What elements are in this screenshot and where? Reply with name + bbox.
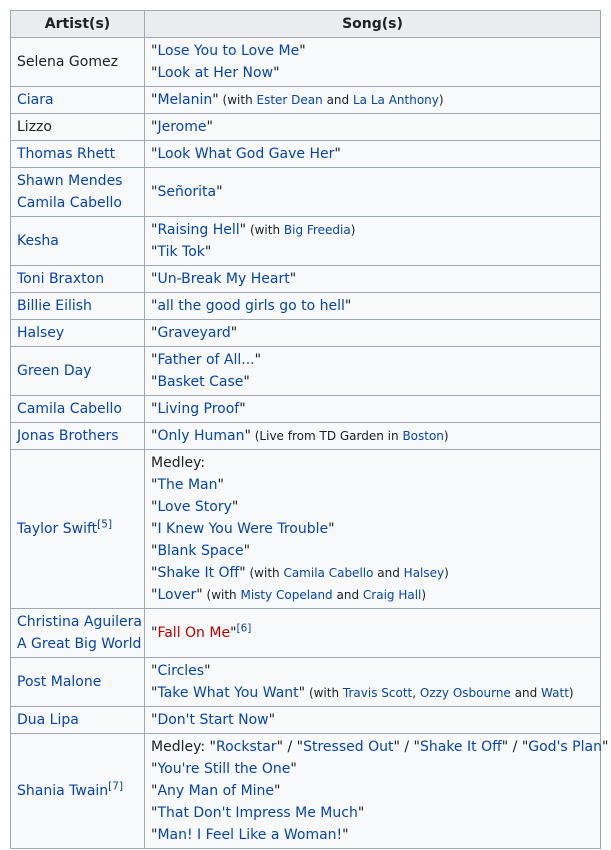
quote-mark: " bbox=[243, 543, 251, 559]
quote-mark: " bbox=[151, 92, 158, 108]
quote-mark: " bbox=[290, 761, 297, 777]
artist-entry bbox=[17, 116, 138, 138]
note-prefix: (with bbox=[222, 93, 257, 107]
song-link[interactable]: Look at Her Now bbox=[157, 65, 274, 81]
songs-cell bbox=[145, 707, 601, 734]
artist-cell bbox=[11, 217, 145, 266]
note-prefix: (Live from TD Garden in bbox=[254, 429, 403, 443]
quote-mark: " bbox=[151, 477, 158, 493]
song-link[interactable]: Circles bbox=[157, 663, 205, 679]
song-entry bbox=[151, 219, 594, 241]
reference-link[interactable]: [6] bbox=[236, 622, 252, 635]
song-link[interactable]: Basket Case bbox=[157, 374, 244, 390]
song-link[interactable]: Señorita bbox=[157, 184, 217, 200]
song-link[interactable]: Living Proof bbox=[157, 401, 240, 417]
table-row bbox=[11, 734, 601, 849]
artist-link[interactable]: Christina Aguilera bbox=[17, 614, 142, 630]
medley-label: Medley: bbox=[151, 739, 210, 755]
song-link[interactable]: Melanin bbox=[157, 92, 213, 108]
quote-mark: " bbox=[151, 401, 158, 417]
song-entry bbox=[151, 780, 594, 802]
note-conjunction: and bbox=[332, 588, 363, 602]
song-note bbox=[219, 93, 444, 107]
songs-cell bbox=[145, 141, 601, 168]
artist-entry bbox=[17, 398, 138, 420]
song-entry bbox=[151, 562, 594, 584]
medley-label: Medley: bbox=[151, 455, 206, 471]
artist-cell bbox=[11, 168, 145, 217]
artist-cell bbox=[11, 396, 145, 423]
quote-mark: " bbox=[151, 325, 158, 341]
quote-mark: " bbox=[230, 325, 238, 341]
song-link[interactable]: The Man bbox=[157, 477, 218, 493]
artist-link[interactable]: Taylor Swift bbox=[17, 521, 98, 537]
quote-mark: " bbox=[244, 428, 251, 444]
quote-mark: " bbox=[601, 739, 609, 755]
artist-entry bbox=[17, 671, 138, 693]
quote-mark: " bbox=[151, 783, 158, 799]
song-entry bbox=[151, 660, 594, 682]
quote-mark: " bbox=[151, 663, 158, 679]
guest-link[interactable]: Craig Hall bbox=[362, 588, 422, 602]
note-conjunction: and bbox=[373, 566, 404, 580]
table-row bbox=[11, 266, 601, 293]
quote-mark: " bbox=[151, 43, 158, 59]
song-entry bbox=[151, 540, 594, 562]
songs-cell bbox=[145, 609, 601, 658]
songs-column-header: Song(s) bbox=[145, 11, 601, 38]
guest-link[interactable]: Misty Copeland bbox=[240, 588, 333, 602]
artist-name: Lizzo bbox=[17, 119, 52, 135]
table-row bbox=[11, 114, 601, 141]
song-entry bbox=[151, 824, 594, 846]
song-entry bbox=[151, 709, 594, 731]
artist-cell bbox=[11, 450, 145, 609]
quote-mark: " bbox=[413, 739, 420, 755]
note-suffix: ) bbox=[350, 223, 356, 237]
artist-entry bbox=[17, 322, 138, 344]
note-prefix: (with bbox=[308, 686, 343, 700]
quote-mark: " bbox=[151, 805, 158, 821]
table-row bbox=[11, 707, 601, 734]
artist-link[interactable]: Camila Cabello bbox=[17, 401, 122, 417]
table-row bbox=[11, 423, 601, 450]
guest-link[interactable]: Travis Scott bbox=[342, 686, 413, 700]
quote-mark: " bbox=[204, 663, 211, 679]
note-suffix: ) bbox=[438, 93, 444, 107]
artist-link[interactable]: Jonas Brothers bbox=[17, 428, 119, 444]
song-link[interactable]: Don't Start Now bbox=[157, 712, 269, 728]
note-suffix: ) bbox=[421, 588, 427, 602]
artist-cell bbox=[11, 293, 145, 320]
artist-entry bbox=[17, 51, 138, 73]
artist-entry bbox=[17, 425, 138, 447]
table-row bbox=[11, 38, 601, 87]
table-body bbox=[11, 38, 609, 849]
song-link[interactable]: Stressed Out bbox=[303, 739, 394, 755]
song-note bbox=[305, 686, 573, 700]
performances-table bbox=[10, 10, 609, 849]
table-row bbox=[11, 450, 601, 609]
table-row bbox=[11, 347, 601, 396]
artist-column-header: Artist(s) bbox=[11, 11, 145, 38]
artist-link[interactable]: Green Day bbox=[17, 363, 92, 379]
song-link[interactable]: Shake It Off bbox=[157, 565, 240, 581]
medley-line bbox=[151, 736, 609, 758]
artist-link[interactable]: Ciara bbox=[17, 92, 54, 108]
artist-entry bbox=[17, 268, 138, 290]
artist-link[interactable]: Billie Eilish bbox=[17, 298, 92, 314]
guest-link[interactable]: Camila Cabello bbox=[283, 566, 374, 580]
artist-entry bbox=[17, 611, 142, 633]
songs-cell bbox=[145, 217, 601, 266]
songs-cell bbox=[145, 168, 601, 217]
quote-mark: " bbox=[151, 761, 158, 777]
songs-cell bbox=[145, 396, 601, 423]
song-entry bbox=[151, 682, 594, 704]
artist-cell bbox=[11, 707, 145, 734]
quote-mark: " bbox=[151, 298, 158, 314]
song-link[interactable]: Jerome bbox=[157, 119, 207, 135]
artist-entry bbox=[17, 89, 138, 111]
quote-mark: " bbox=[151, 565, 158, 581]
songs-cell bbox=[145, 266, 601, 293]
quote-mark: " bbox=[151, 65, 158, 81]
song-entry bbox=[151, 116, 594, 138]
guest-link[interactable]: Boston bbox=[402, 429, 444, 443]
quote-mark: " bbox=[268, 712, 276, 728]
quote-mark: " bbox=[357, 805, 365, 821]
song-entry bbox=[151, 143, 594, 165]
song-link[interactable]: That Don't Impress Me Much bbox=[157, 805, 358, 821]
artist-link[interactable]: Halsey bbox=[17, 325, 65, 341]
artist-entry bbox=[17, 143, 138, 165]
quote-mark: " bbox=[151, 712, 158, 728]
artist-cell bbox=[11, 141, 145, 168]
quote-mark: " bbox=[501, 739, 509, 755]
artist-cell bbox=[11, 734, 145, 849]
songs-cell bbox=[145, 114, 601, 141]
song-entry bbox=[151, 518, 594, 540]
song-link[interactable]: Lover bbox=[157, 587, 197, 603]
quote-mark: " bbox=[151, 119, 158, 135]
quote-mark: " bbox=[328, 521, 335, 537]
quote-mark: " bbox=[273, 65, 280, 81]
song-note bbox=[246, 566, 449, 580]
artist-link[interactable]: Camila Cabello bbox=[17, 195, 122, 211]
quote-mark: " bbox=[151, 587, 158, 603]
quote-mark: " bbox=[196, 587, 203, 603]
artist-cell bbox=[11, 347, 145, 396]
quote-mark: " bbox=[217, 477, 224, 493]
songs-cell bbox=[145, 347, 601, 396]
song-link[interactable]: Tik Tok bbox=[157, 244, 205, 260]
quote-mark: " bbox=[344, 298, 352, 314]
song-entry bbox=[151, 398, 594, 420]
quote-mark: " bbox=[230, 625, 237, 641]
quote-mark: " bbox=[243, 374, 250, 390]
note-prefix: (with bbox=[249, 566, 284, 580]
quote-mark: " bbox=[204, 244, 212, 260]
quote-mark: " bbox=[289, 271, 297, 287]
quote-mark: " bbox=[274, 783, 281, 799]
songs-cell bbox=[145, 293, 601, 320]
song-link[interactable]: Love Story bbox=[157, 499, 232, 515]
quote-mark: " bbox=[216, 184, 223, 200]
song-link[interactable]: Man! I Feel Like a Woman! bbox=[157, 827, 343, 843]
guest-link[interactable]: Halsey bbox=[403, 566, 445, 580]
songs-cell bbox=[145, 734, 609, 849]
artist-cell bbox=[11, 320, 145, 347]
table-row bbox=[11, 168, 601, 217]
artist-entry bbox=[17, 192, 138, 214]
song-note bbox=[246, 223, 355, 237]
artist-cell bbox=[11, 87, 145, 114]
quote-mark: " bbox=[151, 521, 158, 537]
song-note bbox=[203, 588, 426, 602]
song-entry bbox=[151, 758, 594, 780]
songs-cell bbox=[145, 423, 601, 450]
table-row bbox=[11, 320, 601, 347]
quote-mark: " bbox=[521, 739, 529, 755]
medley-separator: / bbox=[508, 739, 522, 755]
song-entry bbox=[151, 496, 594, 518]
song-link[interactable]: Only Human bbox=[157, 428, 245, 444]
artist-entry bbox=[17, 780, 138, 802]
songs-cell bbox=[145, 450, 601, 609]
quote-mark: " bbox=[299, 43, 306, 59]
artist-link[interactable]: Shania Twain bbox=[17, 783, 109, 799]
guest-link[interactable]: Ester Dean bbox=[256, 93, 323, 107]
song-link[interactable]: Shake It Off bbox=[419, 739, 502, 755]
song-entry bbox=[151, 622, 594, 644]
song-link[interactable]: Graveyard bbox=[157, 325, 231, 341]
artist-name: Selena Gomez bbox=[17, 54, 118, 70]
artist-entry bbox=[17, 170, 138, 192]
artist-link[interactable]: A Great Big World bbox=[17, 636, 142, 652]
quote-mark: " bbox=[151, 352, 158, 368]
quote-mark: " bbox=[151, 625, 158, 641]
song-entry bbox=[151, 802, 594, 824]
quote-mark: " bbox=[276, 739, 284, 755]
table-row bbox=[11, 293, 601, 320]
song-link[interactable]: Any Man of Mine bbox=[157, 783, 275, 799]
quote-mark: " bbox=[206, 119, 213, 135]
table-row bbox=[11, 141, 601, 168]
medley-separator: / bbox=[283, 739, 297, 755]
song-entry bbox=[151, 349, 594, 371]
song-entry bbox=[151, 295, 594, 317]
song-link[interactable]: Rockstar bbox=[215, 739, 277, 755]
table-row bbox=[11, 609, 601, 658]
artist-link[interactable]: Shawn Mendes bbox=[17, 173, 123, 189]
artist-cell bbox=[11, 38, 145, 87]
artist-cell bbox=[11, 609, 145, 658]
songs-cell bbox=[145, 87, 601, 114]
songs-cell bbox=[145, 658, 601, 707]
song-link[interactable]: Fall On Me bbox=[157, 625, 231, 641]
quote-mark: " bbox=[239, 565, 246, 581]
table-row bbox=[11, 217, 601, 266]
reference-link[interactable]: [7] bbox=[108, 780, 124, 793]
quote-mark: " bbox=[342, 827, 349, 843]
note-prefix: (with bbox=[249, 223, 284, 237]
songs-cell bbox=[145, 38, 601, 87]
quote-mark: " bbox=[239, 401, 246, 417]
song-link[interactable]: Look What God Gave Her bbox=[157, 146, 335, 162]
artist-link[interactable]: Post Malone bbox=[17, 674, 102, 690]
artist-entry bbox=[17, 518, 138, 540]
songs-cell bbox=[145, 320, 601, 347]
guest-link[interactable]: Ozzy Osbourne bbox=[419, 686, 511, 700]
song-link[interactable]: I Knew You Were Trouble bbox=[157, 521, 329, 537]
artist-entry bbox=[17, 295, 138, 317]
table-row bbox=[11, 87, 601, 114]
song-link[interactable]: Blank Space bbox=[157, 543, 244, 559]
note-conjunction: and bbox=[322, 93, 353, 107]
medley-separator: / bbox=[399, 739, 414, 755]
artist-cell bbox=[11, 658, 145, 707]
artist-cell bbox=[11, 266, 145, 293]
quote-mark: " bbox=[393, 739, 400, 755]
artist-link[interactable]: Kesha bbox=[17, 233, 59, 249]
note-prefix: (with bbox=[206, 588, 241, 602]
quote-mark: " bbox=[151, 271, 158, 287]
song-entry bbox=[151, 181, 594, 203]
artist-link[interactable]: Dua Lipa bbox=[17, 712, 79, 728]
note-suffix: ) bbox=[443, 429, 449, 443]
quote-mark: " bbox=[151, 146, 158, 162]
song-entry bbox=[151, 62, 594, 84]
quote-mark: " bbox=[151, 685, 158, 701]
note-conjunction: and bbox=[510, 686, 542, 700]
quote-mark: " bbox=[151, 499, 158, 515]
reference-link[interactable]: [5] bbox=[97, 518, 113, 531]
guest-link[interactable]: La La Anthony bbox=[352, 93, 439, 107]
note-conjunction: , bbox=[412, 686, 420, 700]
artist-entry bbox=[17, 633, 142, 655]
song-link[interactable]: You're Still the One bbox=[157, 761, 291, 777]
artist-entry bbox=[17, 230, 138, 252]
artist-link[interactable]: Thomas Rhett bbox=[17, 146, 116, 162]
quote-mark: " bbox=[151, 374, 158, 390]
song-link[interactable]: Un-Break My Heart bbox=[157, 271, 290, 287]
song-entry bbox=[151, 89, 594, 111]
song-link[interactable]: God's Plan bbox=[528, 739, 602, 755]
song-link[interactable]: Raising Hell bbox=[157, 222, 240, 238]
quote-mark: " bbox=[212, 92, 219, 108]
quote-mark: " bbox=[231, 499, 239, 515]
quote-mark: " bbox=[151, 184, 158, 200]
quote-mark: " bbox=[151, 428, 158, 444]
song-link[interactable]: Take What You Want bbox=[157, 685, 299, 701]
artist-cell bbox=[11, 423, 145, 450]
song-entry bbox=[151, 40, 594, 62]
guest-link[interactable]: Watt bbox=[541, 686, 569, 700]
quote-mark: " bbox=[296, 739, 304, 755]
quote-mark: " bbox=[254, 352, 262, 368]
artist-entry bbox=[17, 709, 138, 731]
quote-mark: " bbox=[151, 222, 158, 238]
quote-mark: " bbox=[334, 146, 341, 162]
guest-link[interactable]: Big Freedia bbox=[283, 223, 351, 237]
note-suffix: ) bbox=[444, 566, 449, 580]
song-link[interactable]: all the good girls go to hell bbox=[157, 298, 345, 314]
quote-mark: " bbox=[151, 244, 158, 260]
song-entry bbox=[151, 268, 594, 290]
song-entry bbox=[151, 425, 594, 447]
song-entry bbox=[151, 371, 594, 393]
artist-entry bbox=[17, 360, 138, 382]
table-row bbox=[11, 396, 601, 423]
song-entry bbox=[151, 241, 594, 263]
note-suffix: ) bbox=[568, 686, 574, 700]
quote-mark: " bbox=[298, 685, 306, 701]
quote-mark: " bbox=[151, 827, 158, 843]
artist-link[interactable]: Toni Braxton bbox=[17, 271, 105, 287]
song-note bbox=[251, 429, 449, 443]
song-link[interactable]: Father of All... bbox=[157, 352, 255, 368]
quote-mark: " bbox=[239, 222, 247, 238]
song-entry bbox=[151, 474, 594, 496]
quote-mark: " bbox=[209, 739, 216, 755]
table-row bbox=[11, 658, 601, 707]
artist-cell bbox=[11, 114, 145, 141]
quote-mark: " bbox=[151, 543, 158, 559]
song-entry bbox=[151, 322, 594, 344]
song-link[interactable]: Lose You to Love Me bbox=[157, 43, 300, 59]
song-entry bbox=[151, 584, 594, 606]
